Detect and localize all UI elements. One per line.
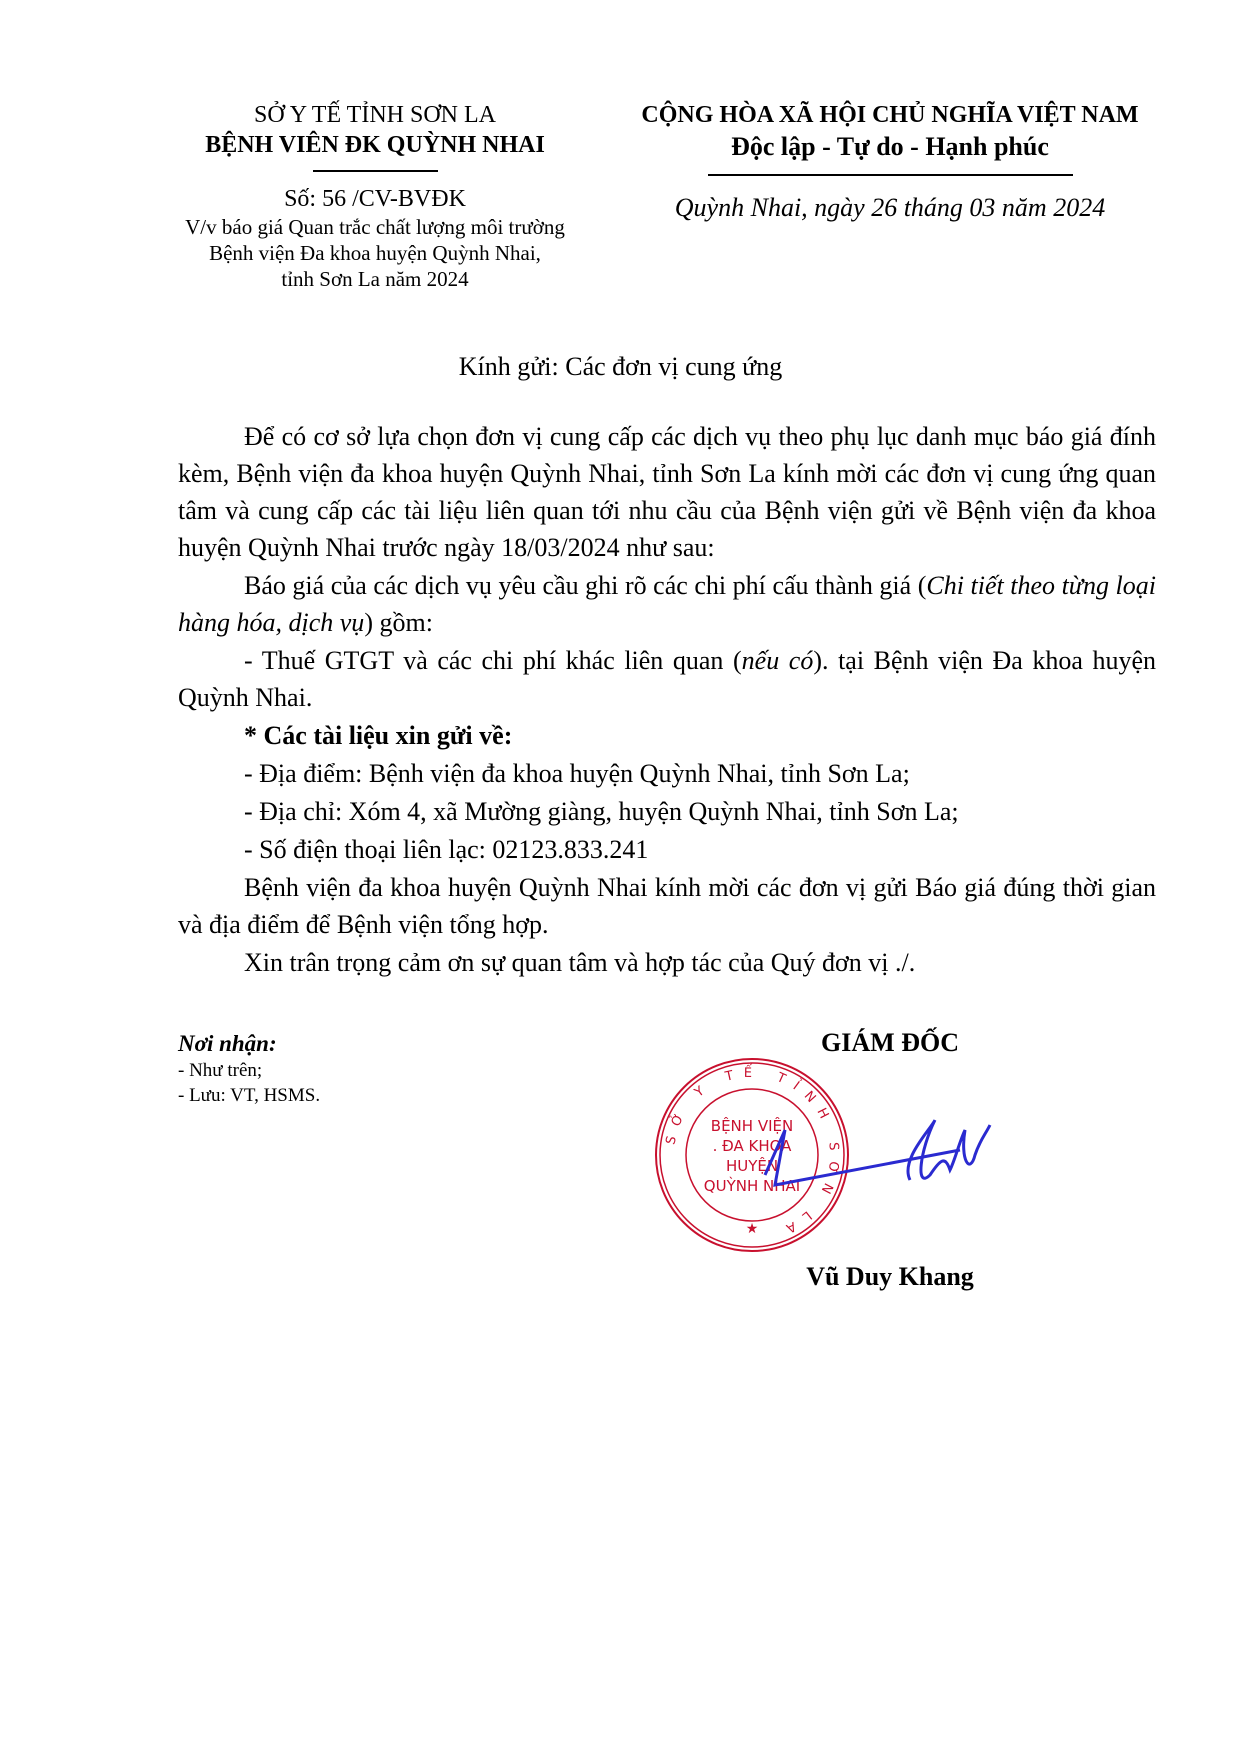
header-right — [610, 100, 1170, 224]
agency-name: SỞ Y TẾ TỈNH SƠN LA — [253, 102, 496, 128]
signer-title: GIÁM ĐỐC — [821, 1028, 959, 1057]
location-line: - Địa điểm: Bệnh viện đa khoa huyện Quỳnh Nhai, tỉnh Sơn La; — [244, 759, 910, 788]
text: ). tại Bệnh viện Đa khoa huyện Quỳnh Nhai. — [178, 646, 1157, 712]
letter-body — [178, 418, 1156, 981]
paragraph-invitation: Bệnh viện đa khoa huyện Quỳnh Nhai kính mời các đơn vị gửi Báo giá đúng thời gian và địa điểm để Bệnh viện tổng hợp. — [178, 873, 1156, 939]
text: Báo giá của các dịch vụ yêu cầu ghi rõ các chi phí cấu thành giá ( — [244, 571, 927, 600]
documents-heading: * Các tài liệu xin gửi về: — [244, 721, 513, 750]
divider — [708, 174, 1073, 176]
paragraph-vat — [178, 642, 1156, 716]
paragraph-intro: Để có cơ sở lựa chọn đơn vị cung cấp các dịch vụ theo phụ lục danh mục báo giá đính kèm, Bệnh viện đa khoa huyện Quỳnh Nhai, tỉnh Sơn La kính mời các đơn vị cung ứng quan tâm và cung cấp các tài liệu liên quan tới nhu cầu của Bệnh viện gửi về Bệnh viện đa khoa huyện Quỳnh Nhai trước ngày 18/03/2024 như sau: — [178, 422, 1156, 562]
organization-name: BỆNH VIÊN ĐK QUỲNH NHAI — [205, 132, 545, 158]
text-italic: nếu có — [741, 646, 814, 675]
signer-name: Vũ Duy Khang — [806, 1262, 974, 1291]
svg-text:HUYỆN: HUYỆN — [725, 1157, 779, 1175]
place-date: Quỳnh Nhai, ngày 26 tháng 03 năm 2024 — [674, 193, 1106, 222]
text: ) gồm: — [364, 608, 433, 637]
address-line: - Địa chỉ: Xóm 4, xã Mường giàng, huyện Quỳnh Nhai, tỉnh Sơn La; — [244, 797, 959, 826]
recipients-title: Nơi nhận: — [178, 1031, 277, 1056]
national-title: CỘNG HÒA XÃ HỘI CHỦ NGHĨA VIỆT NAM — [641, 102, 1139, 128]
phone-line: - Số điện thoại liên lạc: 02123.833.241 — [244, 835, 649, 864]
subject-line-3: tỉnh Sơn La năm 2024 — [281, 267, 469, 291]
recipient-item: - Như trên; — [178, 1060, 263, 1081]
svg-text:★: ★ — [745, 1222, 759, 1237]
text-italic: Chi tiết theo từng loại hàng hóa, dịch vụ — [178, 571, 1156, 637]
svg-text:BỆNH VIỆN: BỆNH VIỆN — [710, 1117, 794, 1135]
recipient-item: - Lưu: VT, HSMS. — [178, 1085, 321, 1106]
divider — [313, 170, 438, 172]
document-number: Số: 56 /CV-BVĐK — [284, 186, 466, 212]
text: - Thuế GTGT và các chi phí khác liên quan ( — [244, 646, 742, 675]
signature-icon — [760, 1100, 1010, 1210]
recipients-block — [178, 1030, 578, 1108]
header-left — [140, 100, 610, 292]
svg-text:QUỲNH NHAI: QUỲNH NHAI — [703, 1177, 801, 1195]
subject-line-1: V/v báo giá Quan trắc chất lượng môi trường — [185, 215, 565, 239]
svg-text:SỞ Y TẾ TỈNH SƠN LA: SỞ Y TẾ TỈNH SƠN LA — [663, 1065, 842, 1240]
svg-text:. ĐA KHOA: . ĐA KHOA — [712, 1137, 792, 1155]
paragraph-quote-requirements — [178, 567, 1156, 641]
recipient-line: Kính gửi: Các đơn vị cung ứng — [458, 352, 783, 381]
paragraph-thanks: Xin trân trọng cảm ơn sự quan tâm và hợp tác của Quý đơn vị ./. — [244, 948, 916, 977]
subject-line-2: Bệnh viện Đa khoa huyện Quỳnh Nhai, — [209, 241, 541, 265]
motto: Độc lập - Tự do - Hạnh phúc — [731, 132, 1049, 161]
